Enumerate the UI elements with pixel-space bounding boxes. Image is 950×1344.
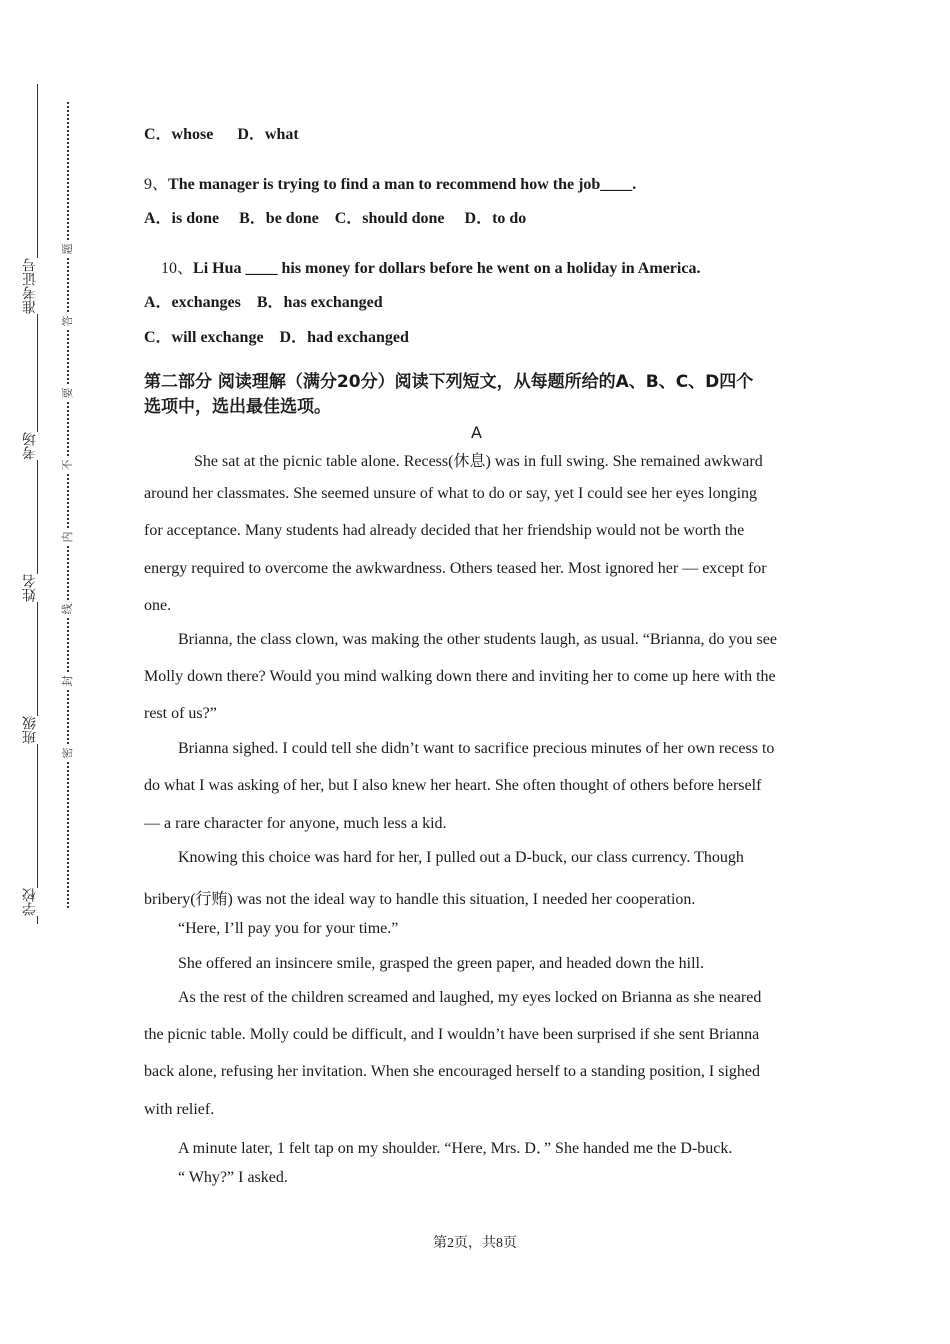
seal-char: 要: [61, 387, 74, 399]
q9-number: 9、: [144, 176, 169, 193]
passage-line: A minute later, 1 felt tap on my shoulder. “Here, Mrs. D．” She handed me the D-buck.: [178, 1140, 733, 1157]
passage-label: A: [471, 423, 482, 442]
q9-options: A．is done B．be done C．should done D．to do: [144, 210, 527, 227]
q9-stem: [144, 171, 636, 194]
section2-heading-line1: 第二部分 阅读理解（满分20分）阅读下列短文，从每题所给的A、B、C、D四个: [144, 372, 754, 392]
seal-char: 题: [61, 243, 74, 255]
q8-options: C．whose D．what: [144, 126, 299, 143]
passage-line: do what I was asking of her, but I also knew her heart. She often thought of others before herself: [144, 777, 762, 794]
q10-text: Li Hua ____ his money for dollars before he went on a holiday in America.: [193, 260, 701, 277]
passage-line: one.: [144, 597, 172, 614]
label-class: 班级: [22, 716, 42, 744]
passage-line: — a rare character for anyone, much less a kid.: [144, 815, 447, 832]
seal-char: 答: [61, 315, 74, 327]
seal-char: 内: [61, 531, 74, 543]
passage-line: energy required to overcome the awkwardness. Others teased her. Most ignored her — except for: [144, 560, 767, 577]
passage-line: rest of us?”: [144, 705, 217, 722]
label-school: 学校: [22, 888, 42, 916]
label-name: 姓名: [22, 574, 42, 602]
seal-char: 封: [61, 675, 74, 687]
q10-stem: [161, 255, 700, 278]
label-exam-number: 准考证号: [22, 258, 42, 314]
passage-line: with relief.: [144, 1101, 215, 1118]
binding-solid-line: [37, 84, 38, 924]
page-footer: 第2页，共8页: [433, 1236, 517, 1251]
q10-options-row2: C．will exchange D．had exchanged: [144, 329, 409, 346]
passage-line: She sat at the picnic table alone. Recess(休息) was in full swing. She remained awkward: [194, 453, 763, 470]
q10-options-row1: A．exchanges B．has exchanged: [144, 294, 383, 311]
seal-char: 不: [61, 459, 74, 471]
passage-line: Brianna, the class clown, was making the other students laugh, as usual. “Brianna, do you see: [178, 631, 777, 648]
seal-char: 线: [61, 603, 74, 615]
binding-dotted-line: [67, 102, 69, 908]
section2-heading-line2: 选项中，选出最佳选项。: [144, 397, 331, 417]
passage-line: Knowing this choice was hard for her, I pulled out a D-buck, our class currency. Though: [178, 849, 744, 866]
passage-line: As the rest of the children screamed and laughed, my eyes locked on Brianna as she neared: [178, 989, 762, 1006]
passage-line: bribery(行贿) was not the ideal way to handle this situation, I needed her cooperation.: [144, 891, 696, 908]
passage-line: for acceptance. Many students had already decided that her friendship would not be worth the: [144, 522, 745, 539]
q9-text: The manager is trying to find a man to recommend how the job____.: [168, 176, 637, 193]
passage-line: around her classmates. She seemed unsure of what to do or say, yet I could see her eyes longing: [144, 485, 758, 502]
passage-line: “Here, I’ll pay you for your time.”: [178, 920, 399, 937]
passage-line: the picnic table. Molly could be difficult, and I wouldn’t have been surprised if she sent Brianna: [144, 1026, 760, 1043]
q10-number: 10、: [161, 260, 194, 277]
seal-char: 密: [61, 747, 74, 759]
passage-line: She offered an insincere smile, grasped the green paper, and headed down the hill.: [178, 955, 704, 972]
passage-line: back alone, refusing her invitation. When she encouraged herself to a standing position, I sighed: [144, 1063, 760, 1080]
label-exam-room: 考场: [22, 432, 42, 460]
passage-line: Brianna sighed. I could tell she didn’t want to sacrifice precious minutes of her own recess to: [178, 740, 775, 757]
passage-line: Molly down there? Would you mind walking down there and inviting her to come up here with the: [144, 668, 776, 685]
passage-line: “ Why?” I asked.: [178, 1169, 288, 1186]
